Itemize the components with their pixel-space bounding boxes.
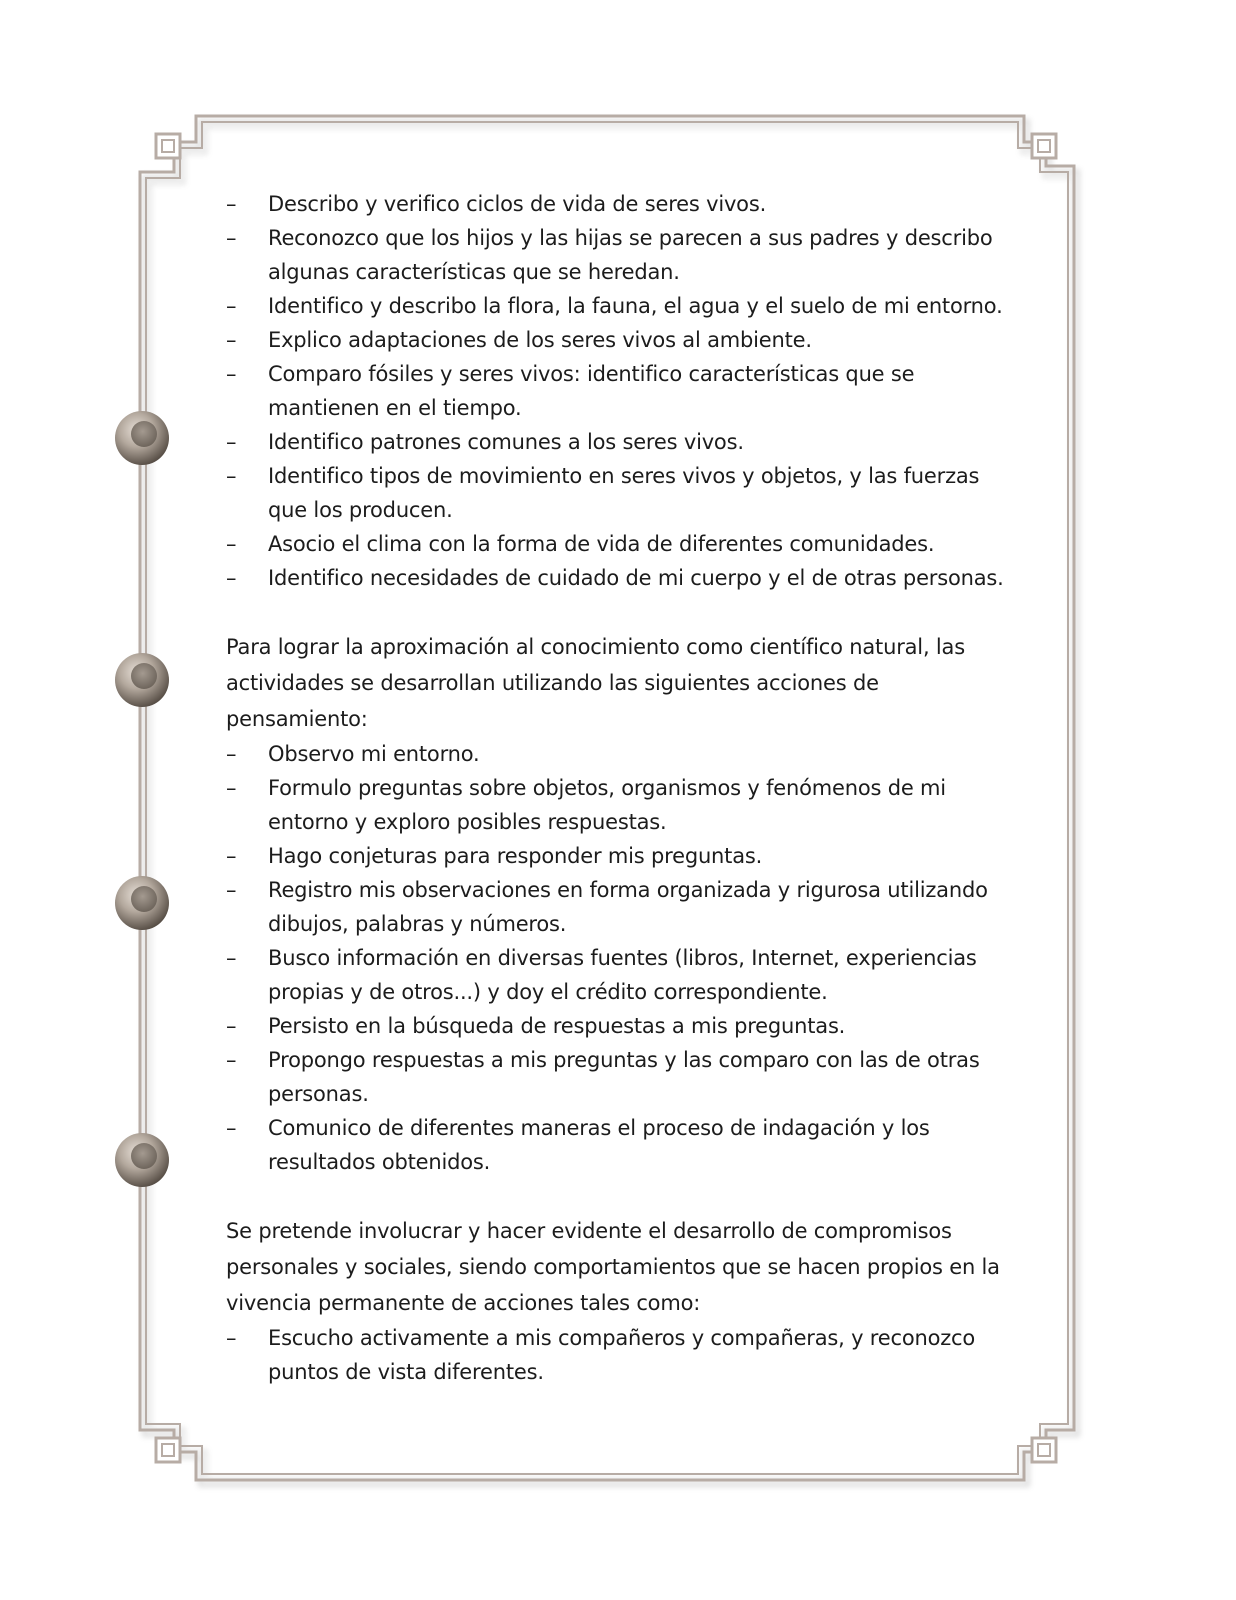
binder-ring	[115, 1133, 169, 1187]
thinking-actions-intro: Para lograr la aproximación al conocimiento como científico natural, las actividades se desarrollan utilizando las siguientes acciones de pensamiento:	[226, 635, 965, 731]
list-item-text: Reconozco que los hijos y las hijas se parecen a sus padres y describo algunas características que se heredan.	[268, 226, 993, 284]
list-item-text: Identifico necesidades de cuidado de mi cuerpo y el de otras personas.	[268, 566, 1004, 590]
dash-bullet: –	[226, 328, 237, 352]
dash-bullet: –	[226, 430, 237, 454]
list-item	[226, 459, 1016, 527]
list-item	[226, 1321, 1016, 1389]
list-item	[226, 425, 1016, 459]
dash-bullet: –	[226, 192, 237, 216]
list-item-text: Formulo preguntas sobre objetos, organismos y fenómenos de mi entorno y exploro posibles respuestas.	[268, 776, 946, 834]
list-item	[226, 839, 1016, 873]
list-item-text: Persisto en la búsqueda de respuestas a mis preguntas.	[268, 1014, 846, 1038]
list-item	[226, 357, 1016, 425]
list-item-text: Identifico y describo la flora, la fauna, el agua y el suelo de mi entorno.	[268, 294, 1003, 318]
list-item-text: Observo mi entorno.	[268, 742, 480, 766]
list-item-text: Propongo respuestas a mis preguntas y las comparo con las de otras personas.	[268, 1048, 980, 1106]
list-item	[226, 873, 1016, 941]
list-item	[226, 1111, 1016, 1179]
dash-bullet: –	[226, 532, 237, 556]
dash-bullet: –	[226, 1014, 237, 1038]
binder-ring	[115, 653, 169, 707]
dash-bullet: –	[226, 776, 237, 800]
list-item-text: Registro mis observaciones en forma organizada y rigurosa utilizando dibujos, palabras y números.	[268, 878, 988, 936]
list-item	[226, 221, 1016, 289]
life-processes-list	[226, 187, 1016, 595]
dash-bullet: –	[226, 1326, 237, 1350]
list-item	[226, 737, 1016, 771]
list-item-text: Busco información en diversas fuentes (libros, Internet, experiencias propias y de otros...) y doy el crédito correspondiente.	[268, 946, 977, 1004]
dash-bullet: –	[226, 742, 237, 766]
list-item-text: Explico adaptaciones de los seres vivos al ambiente.	[268, 328, 812, 352]
list-item-text: Comparo fósiles y seres vivos: identifico características que se mantienen en el tiempo.	[268, 362, 915, 420]
dash-bullet: –	[226, 878, 237, 902]
list-item-text: Asocio el clima con la forma de vida de diferentes comunidades.	[268, 532, 935, 556]
list-item	[226, 289, 1016, 323]
list-item	[226, 771, 1016, 839]
list-item-text: Identifico patrones comunes a los seres vivos.	[268, 430, 744, 454]
list-item	[226, 1043, 1016, 1111]
list-item-text: Escucho activamente a mis compañeros y compañeras, y reconozco puntos de vista diferentes.	[268, 1326, 976, 1384]
dash-bullet: –	[226, 226, 237, 250]
binder-ring	[115, 876, 169, 930]
list-item	[226, 1009, 1016, 1043]
list-item-text: Hago conjeturas para responder mis preguntas.	[268, 844, 763, 868]
binder-ring	[115, 411, 169, 465]
dash-bullet: –	[226, 464, 237, 488]
page-content	[226, 187, 1016, 1389]
dash-bullet: –	[226, 566, 237, 590]
list-item	[226, 527, 1016, 561]
list-item-text: Comunico de diferentes maneras el proceso de indagación y los resultados obtenidos.	[268, 1116, 930, 1174]
commitments-intro: Se pretende involucrar y hacer evidente el desarrollo de compromisos personales y sociales, siendo comportamientos que se hacen propios en la vivencia permanente de acciones tales como:	[226, 1219, 1000, 1315]
dash-bullet: –	[226, 294, 237, 318]
dash-bullet: –	[226, 1116, 237, 1140]
list-item	[226, 187, 1016, 221]
dash-bullet: –	[226, 946, 237, 970]
dash-bullet: –	[226, 844, 237, 868]
thinking-actions-list	[226, 737, 1016, 1179]
list-item-text: Identifico tipos de movimiento en seres vivos y objetos, y las fuerzas que los producen.	[268, 464, 980, 522]
list-item	[226, 941, 1016, 1009]
list-item	[226, 323, 1016, 357]
dash-bullet: –	[226, 1048, 237, 1072]
list-item-text: Describo y verifico ciclos de vida de seres vivos.	[268, 192, 767, 216]
list-item	[226, 561, 1016, 595]
dash-bullet: –	[226, 362, 237, 386]
commitments-list	[226, 1321, 1016, 1389]
